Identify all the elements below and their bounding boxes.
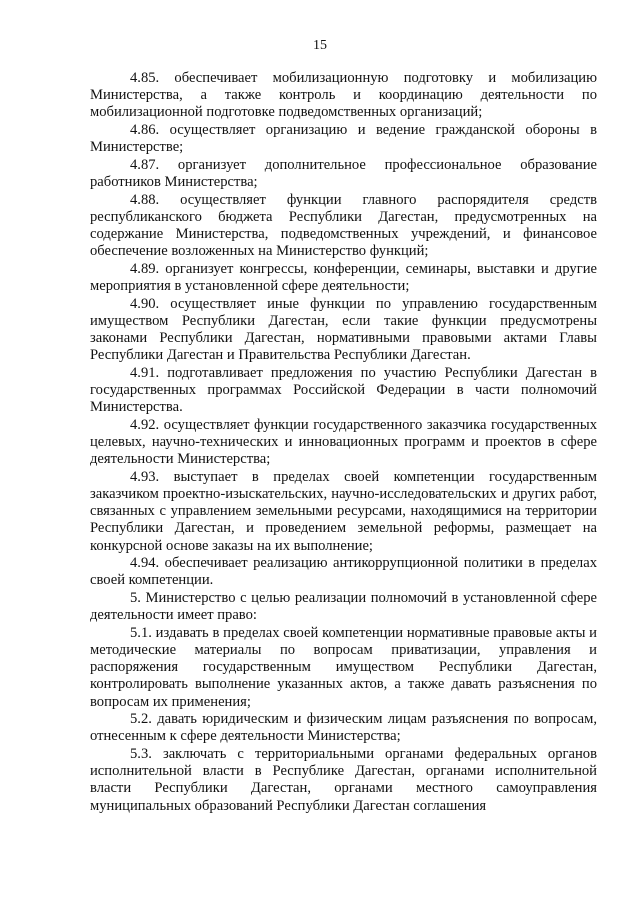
paragraph-4-89: 4.89. организует конгрессы, конференции, семинары, выставки и другие мероприятия в установленной сфере деятельности; (90, 260, 597, 294)
page-number: 15 (313, 38, 327, 53)
paragraph-4-88: 4.88. осуществляет функции главного распорядителя средств республиканского бюджета Республики Дагестан, предусмотренных на содержание Министерства, подведомственных учреждений, и финансовое обеспечение возложенных на Министерство функций; (90, 191, 597, 260)
paragraph-4-87: 4.87. организует дополнительное профессиональное образование работников Министерства; (90, 156, 597, 190)
paragraph-4-86: 4.86. осуществляет организацию и ведение гражданской обороны в Министерстве; (90, 122, 597, 156)
paragraph-5-3: 5.3. заключать с территориальными органами федеральных органов исполнительной власти в Республике Дагестан, органами исполнительной власти Республики Дагестан, органами местного самоуправления муниципальных образований Республики Дагестан соглашения (90, 746, 597, 814)
paragraph-4-94: 4.94. обеспечивает реализацию антикоррупционной политики в пределах своей компетенции. (90, 555, 597, 589)
paragraph-5-1: 5.1. издавать в пределах своей компетенции нормативные правовые акты и методические материалы по вопросам приватизации, управления и распоряжения государственным имуществом Республики Дагестан, контролировать выполнение указанных актов, а также давать разъяснения по вопросам их применения; (90, 624, 597, 710)
paragraph-4-91: 4.91. подготавливает предложения по участию Республики Дагестан в государственных программах Российской Федерации в части полномочий Министерства. (90, 364, 597, 416)
document-body (90, 70, 597, 815)
paragraph-5: 5. Министерство с целью реализации полномочий в установленной сфере деятельности имеет право: (90, 590, 597, 624)
paragraph-5-2: 5.2. давать юридическим и физическим лицам разъяснения по вопросам, отнесенным к сфере деятельности Министерства; (90, 711, 597, 745)
paragraph-4-93: 4.93. выступает в пределах своей компетенции государственным заказчиком проектно-изыскательских, научно-исследовательских и других работ, связанных с управлением земельными ресурсами, находящимися на территории Республики Дагестан, и проведением земельной реформы, размещает на конкурсной основе заказы на их выполнение; (90, 468, 597, 554)
paragraph-4-90: 4.90. осуществляет иные функции по управлению государственным имуществом Республики Дагестан, если такие функции предусмотрены законами Республики Дагестан, нормативными правовыми актами Главы Республики Дагестан и Правительства Республики Дагестан. (90, 295, 597, 364)
paragraph-4-85: 4.85. обеспечивает мобилизационную подготовку и мобилизацию Министерства, а также контроль и координацию деятельности по мобилизационной подготовке подведомственных организаций; (90, 70, 597, 121)
paragraph-4-92: 4.92. осуществляет функции государственного заказчика государственных целевых, научно-технических и инновационных программ и проектов в сфере деятельности Министерства; (90, 416, 597, 468)
